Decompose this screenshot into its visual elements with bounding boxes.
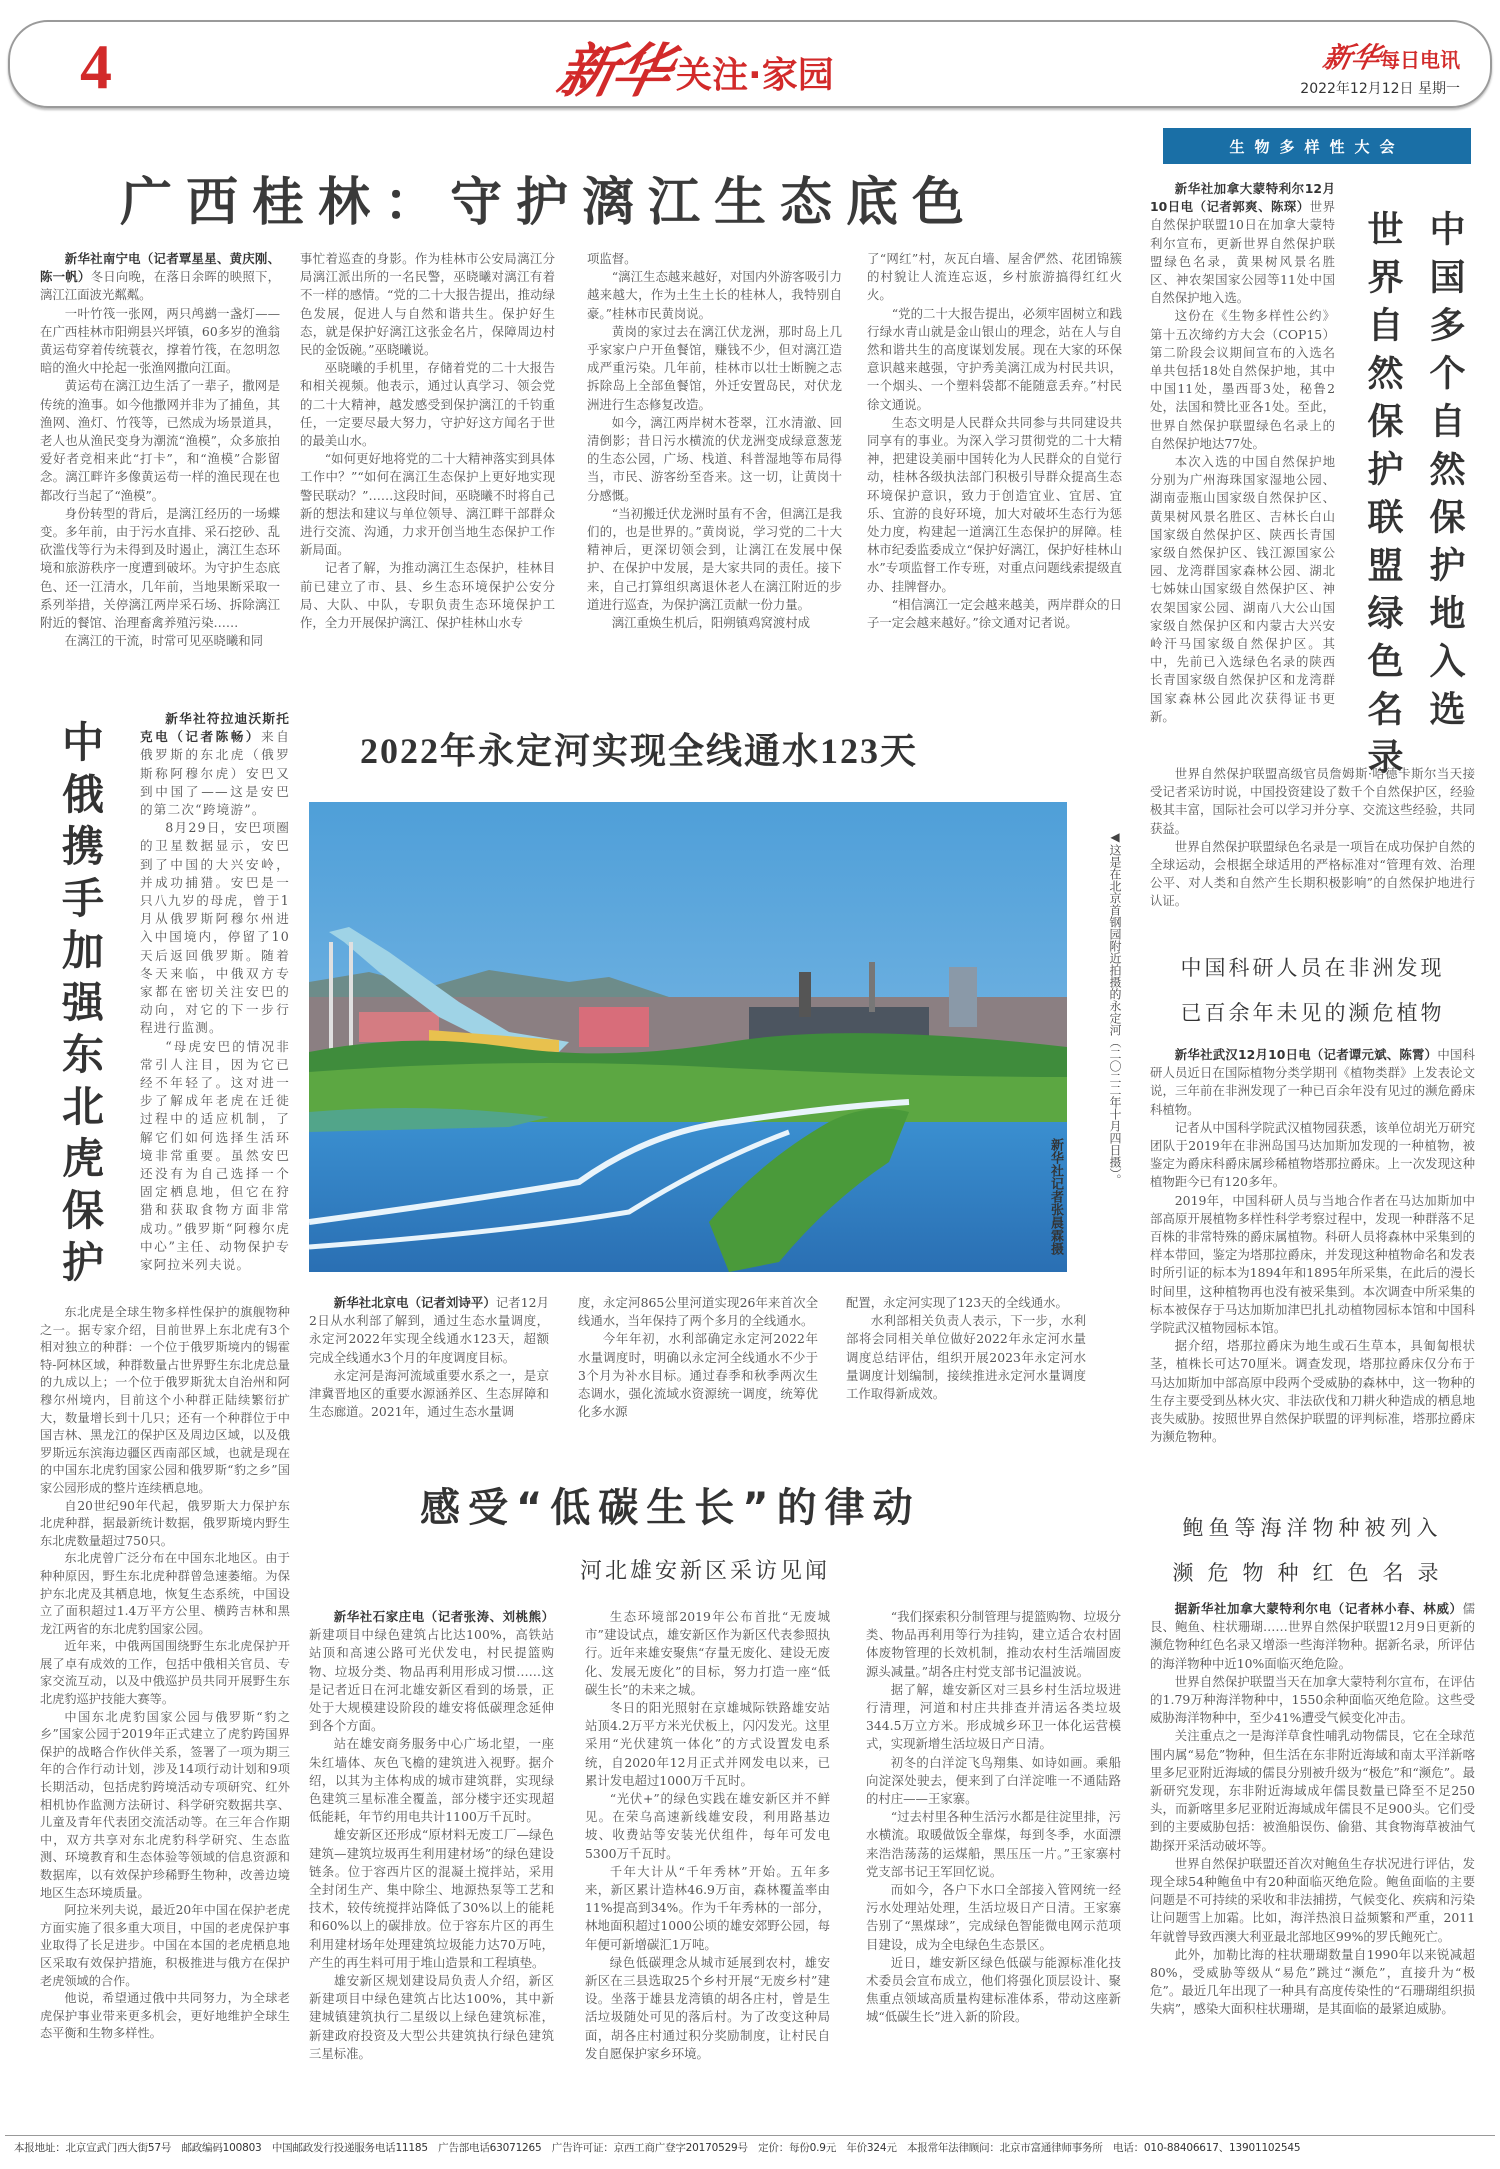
headline-greenlist-line2: 世界自然保护联盟绿色名录 [1362, 210, 1404, 786]
issue-date: 2022年12月12日 星期一 [1300, 81, 1460, 97]
guilin-col-2: 事忙着巡查的身影。作为桂林市公安局漓江分局漓江派出所的一名民警，巫晓曦对漓江有着不一样的感情。“党的二十大报告提出，推动绿色发展，促进人与自然和谐共生。保护好生态，就是保护好漓江这张金名片，保障周边村民的金饭碗。”巫晓曦说。 巫晓曦的手机里，存储着党的二十大报告和相关视频。他表示，通过认真学习、领会党的二十大精神，越发感受到保护漓江的千钧重任，一定要尽最大努力，守护好这方闻名于世的最美山水。 “如何更好地将党的二十大精神落实到具体工作中？”“如何在漓江生态保护上更好地实现警民联动？”……这段时间，巫晓曦不时将自己新的想法和建议与单位领导、漓江畔干部群众进行交流、沟通，力求开创当地生态保护工作新局面。 记者了解，为推动漓江生态保护，桂林目前已建立了市、县、乡生态环境保护公安分局、大队、中队，专职负责生态环境保护工作，全力开展保护漓江、保护桂林山水专 [300, 251, 555, 631]
photo-caption: ◀这是在北京首钢园附近拍摄的永定河（二〇二二年十月四日摄）。 [1108, 830, 1122, 1186]
subheadline-xiongan: 河北雄安新区采访见闻 [580, 1559, 831, 1584]
guilin-col-1: 新华社南宁电（记者覃星星、黄庆刚、陈一帆）冬日向晚，在落日余晖的映照下，漓江江面波光粼粼。 一叶竹筏一张网，两只鸬鹚一盏灯——在广西桂林市阳朔县兴坪镇，60多岁的渔翁黄运苟穿着传统蓑衣，撑着竹筏，在忽明忽暗的渔火中抡起一张渔网撒向江面。 黄运苟在漓江边生活了一辈子，撒网是传统的渔事。如今他撒网并非为了捕鱼，其渔网、渔灯、竹筏等，已然成为场景道具，老人也从渔民变身为潮流“渔模”，众多旅拍爱好者竞相来此“打卡”，和“渔模”合影留念。漓江畔许多像黄运苟一样的渔民现在也都改行当起了“渔模”。 身份转型的背后，是漓江经历的一场蝶变。多年前，由于污水直排、采石挖砂、乱砍滥伐等行为未得到及时遏止，漓江生态环境和旅游秩序一度遭到破坏。为守护生态底色、还一江清水，几年前，当地果断采取一系列举措，关停漓江两岸采石场、拆除漓江附近的餐馆、治理畜禽养殖污染…… 在漓江的干流，时常可见巫晓曦和同 [40, 251, 281, 649]
byline: 新华社南宁电（记者覃星星、黄庆刚、陈一帆） [40, 251, 280, 285]
xiongan-col-3: “我们探索积分制管理与提篮购物、垃圾分类、物品再利用等行为挂钩，建立适合农村固体废物管理的长效机制，推动农村生活端固废源头减量。”胡各庄村党支部书记温波说。 据了解，雄安新区对三县乡村生活垃圾进行清理，河道和村庄共排查并清运各类垃圾344.5万立方米。形成城乡环卫一体化运营模式，实现新增生活垃圾日产日清。 初冬的白洋淀飞鸟翔集、如诗如画。乘船向淀深处驶去，便来到了白洋淀唯一不通陆路的村庄——王家寨。 “过去村里各种生活污水都是往淀里排，污水横流。取暖做饭全靠煤，每到冬季，水面漂来浩浩荡荡的运煤船，黑压压一片。”王家寨村党支部书记王军回忆说。 而如今，各户下水口全部接入管网统一经污水处理站处理，生活垃圾日产日清。王家寨告别了“黑煤球”，完成绿色智能微电网示范项目建设，成为全电绿色生态景区。 近日，雄安新区绿色低碳与能源标准化技术委员会宣布成立，他们将强化顶层设计、聚焦重点领域高质量构建标准体系，带动这座新城“低碳生长”进入新的阶段。 [866, 1609, 1121, 2025]
headline-plant-line2: 已百余年未见的濒危植物 [1180, 1001, 1445, 1025]
paper-logo-icon: 新华 [1320, 41, 1384, 74]
tiger-narrow-col: 新华社符拉迪沃斯托克电（记者陈畅）来自俄罗斯的东北虎（俄罗斯称阿穆尔虎）安巴又到中国了——这是安巴的第二次“跨境游”。 8月29日，安巴项圈的卫星数据显示，安巴到了中国的大兴安岭，并成功捕猎。安巴是一只八九岁的母虎，曾于1月从俄罗斯阿穆尔州进入中国境内，停留了10天后返回俄罗斯。随着冬天来临，中俄双方专家都在密切关注安巴的动向，对它的下一步行程进行监测。 “母虎安巴的情况非常引人注目，因为它已经不年轻了。这对进一步了解成年老虎在迁徙过程中的适应机制，了解它们如何选择生活环境非常重要。虽然安巴还没有为自己选择一个固定栖息地，但它在狩猎和获取食物方面非常成功。”俄罗斯“阿穆尔虎中心”主任、动物保护专家阿拉米列夫说。 [140, 711, 290, 1273]
section-title: 关注·家园 [676, 55, 834, 96]
photo-credit: 新华社记者张晨霖摄 [1048, 1138, 1063, 1255]
xiongan-col-1: 新华社石家庄电（记者张涛、刘桃熊）新建项目中绿色建筑占比达100%，高铁站站顶和高速公路可光伏发电，村民提篮购物、垃圾分类、物品再利用形成习惯……这是记者近日在河北雄安新区看到的场景，正处于大规模建设阶段的雄安将低碳理念延伸到各个方面。 站在雄安商务服务中心广场北望，一座朱红墙体、灰色飞檐的建筑进入视野。据介绍，以其为主体构成的城市建筑群，实现绿色建筑三星标准全覆盖，部分楼宇还实现超低能耗，年节约用电共计1100万千瓦时。 雄安新区还形成“原材料无废工厂—绿色建筑—建筑垃圾再生利用建材场”的绿色建设链条。位于容西片区的混凝土搅拌站，采用全封闭生产、集中除尘、地源热泵等工艺和技术，较传统搅拌站降低了30%以上的能耗和60%以上的碳排放。位于容东片区的再生利用建材场年处理建筑垃圾能力达70万吨，产生的再生料可用于堆山造景和工程填垫。 雄安新区规划建设局负责人介绍，新区新建项目中绿色建筑占比达100%，其中新建城镇建筑执行二星级以上绿色建筑标准，新建政府投资及大型公共建筑执行绿色建筑三星标准。 [309, 1609, 554, 2061]
greenlist-wide-col: 世界自然保护联盟高级官员詹姆斯·哈德卡斯尔当天接受记者采访时说，中国投资建设了数千个自然保护区，经验极其丰富，国际社会可以学习并分享、交流这些经验，共同获益。 世界自然保护联盟绿色名录是一项旨在成功保护自然的全球运动，会根据全球适用的严格标准对“管理有效、治理公平、对人类和自然产生长期积极影响”的自然保护地进行认证。 [1150, 766, 1475, 909]
guilin-col-4: 了“网红”村，灰瓦白墙、屋舍俨然、花团锦簇的村貌让人流连忘返，乡村旅游搞得红红火火。 “党的二十大报告提出，必须牢固树立和践行绿水青山就是金山银山的理念，站在人与自然和谐共生的高度谋划发展。现在大家的环保意识越来越强，守护秀美漓江成为村民共识，一个烟头、一个塑料袋都不能随意丢弃。”村民徐文通说。 生态文明是人民群众共同参与共同建设共同享有的事业。为深入学习贯彻党的二十大精神，把建设美丽中国转化为人民群众的自觉行动，桂林各级执法部门积极引导群众提高生态环境保护意识，致力于创造宜业、宜居、宜乐、宜游的良好环境，加大对破坏生态行为惩处力度，构建起一道漓江生态保护的屏障。桂林市纪委监委成立“保护好漓江，保护好桂林山水”专项监督工作专班，对重点问题线索提级直办、挂牌督办。 “相信漓江一定会越来越美，两岸群众的日子一定会越来越好。”徐文通对记者说。 [867, 251, 1122, 631]
yongding-col-1: 新华社北京电（记者刘诗平）记者12月2日从水利部了解到，通过生态水量调度，永定河2022年实现全线通水123天，超额完成全线通水3个月的年度调度目标。 永定河是海河流域重要水系之一，是京津冀晋地区的重要水源涵养区、生态屏障和生态廊道。2021年，通过生态水量调 [309, 1295, 549, 1420]
page-number: 4 [80, 31, 112, 102]
tiger-wide-col: 东北虎是全球生物多样性保护的旗舰物种之一。据专家介绍，目前世界上东北虎有3个相对独立的种群：一个位于俄罗斯境内的锡霍特-阿林区域，种群数量占世界野生东北虎总量的九成以上；一个位于俄罗斯犹太自治州和阿穆尔州境内，目前这个小种群正陆续繁衍扩大，数量增长到十几只；还有一个种群位于中国吉林、黑龙江的保护区及周边区域，以及俄罗斯远东滨海边疆区西南部区域，也就是现在的中国东北虎豹国家公园和俄罗斯“豹之乡”国家公园形成的整片连续栖息地。 自20世纪90年代起，俄罗斯大力保护东北虎种群，据最新统计数据，俄罗斯境内野生东北虎数量超过750只。 东北虎曾广泛分布在中国东北地区。由于种种原因，野生东北虎种群曾急速萎缩。为保护东北虎及其栖息地，恢复生态系统，中国设立了面积超过1.4万平方公里、横跨吉林和黑龙江两省的东北虎豹国家公园。 近年来，中俄两国围绕野生东北虎保护开展了卓有成效的工作，包括中俄相关官员、专家交流互动，以及中俄巡护员共同开展野生东北虎豹巡护技能大赛等。 中国东北虎豹国家公园与俄罗斯“豹之乡”国家公园于2019年正式建立了虎豹跨国界保护的战略合作伙伴关系，签署了一项为期三年的合作行动计划，涉及14项行动计划和9项长期活动，包括虎豹跨境活动专项研究、红外相机协作监测方法研讨、科学研究数据共享、儿童及青年代表团交流活动等。在三年合作期中，双方共享对东北虎豹科学研究、生态监测、环境教育和生态体验等领域的信息资源和数据库，以有效保护珍稀野生物种，改善边境地区生态环境质量。 阿拉米列夫说，最近20年中国在保护老虎方面实施了很多重大项目，中国的老虎保护事业取得了长足进步。中国在本国的老虎栖息地区采取有效保护措施，积极推进与俄方在保护老虎领域的合作。 他说，希望通过俄中共同努力，为全球老虎保护事业带来更多机会，更好地维护全球生态平衡和生物多样性。 [40, 1305, 290, 2041]
yongding-col-2: 度，永定河865公里河道实现26年来首次全线通水，当年保持了两个多月的全线通水。 今年年初，水利部确定永定河2022年水量调度时，明确以永定河全线通水不少于3个月为补水目标。通过春季和秋季两次生态调水，强化流域水资源统一调度，统筹优化多水源 [578, 1295, 818, 1420]
yongding-river-photo [309, 802, 1067, 1272]
headline-xiongan: 感受“低碳生长”的律动 [420, 1485, 921, 1531]
abalone-body: 据新华社加拿大蒙特利尔电（记者林小春、林威）儒艮、鲍鱼、柱状珊瑚……世界自然保护联盟12月9日更新的濒危物种红色名录又增添一些海洋物种。据新名录，所评估的海洋物种中近10%面临灭绝危险。 世界自然保护联盟当天在加拿大蒙特利尔宣布，在评估的1.79万种海洋物种中，1550余种面临灭绝危险。这些受威胁海洋物种中，至少41%遭受气候变化冲击。 关注重点之一是海洋草食性哺乳动物儒艮，它在全球范围内属“易危”物种，但生活在东非附近海域和南太平洋新喀里多尼亚附近海域的儒艮分别被升级为“极危”和“濒危”。最新研究发现，东非附近海域成年儒艮数量已降至不足250头，而新喀里多尼亚附近海域成年儒艮不足900头。它们受到的主要威胁包括：被渔船误伤、偷猎、其食物海草被油气勘探开采活动破坏等。 世界自然保护联盟还首次对鲍鱼生存状况进行评估，发现全球54种鲍鱼中有20种面临灭绝危险。鲍鱼面临的主要问题是不可持续的采收和非法捕捞，气候变化、疾病和污染让问题雪上加霜。比如，海洋热浪日益频繁和严重，2011年就曾导致西澳大利亚最北部地区99%的罗氏鲍死亡。 此外，加勒比海的柱状珊瑚数量自1990年以来锐减超80%，受威胁等级从“易危”跳过“濒危”，直接升为“极危”。最近几年出现了一种具有高度传染性的“石珊瑚组织损失病”，感染大面积柱状珊瑚，是其面临的最紧迫威胁。 [1150, 1601, 1475, 2017]
yongding-col-3: 配置，永定河实现了123天的全线通水。 水利部相关负责人表示，下一步，水利部将会同相关单位做好2022年永定河水量调度总结评估，组织开展2023年永定河水量调度计划编制，接续推进永定河水量调度工作取得新成效。 [846, 1295, 1086, 1402]
topic-tag: 生物多样性大会 [1163, 128, 1471, 164]
headline-yongding: 2022年永定河实现全线通水123天 [360, 731, 919, 771]
plant-body: 新华社武汉12月10日电（记者谭元斌、陈霄）中国科研人员近日在国际植物分类学期刊《植物类群》上发表论文说，三年前在非洲发现了一种已百余年没有见过的濒危爵床科植物。 记者从中国科学院武汉植物园获悉，该单位胡光万研究团队于2019年在非洲岛国马达加斯加发现的一种植物，被鉴定为爵床科爵床属珍稀植物塔那拉爵床。上一次发现这种植物距今已有120多年。 2019年，中国科研人员与当地合作者在马达加斯加中部高原开展植物多样性科学考察过程中，发现一种群落不足百株的非常特殊的爵床属植物。科研人员将森林中采集到的样本带回，鉴定为塔那拉爵床，并发现这种植物命名和发表时所引证的标本为1894年和1895年所采集，在此后的漫长时间里，这种植物再也没有被采集到。本次调查中所采集的标本被保存于马达加斯加津巴扎扎动植物园标本馆和中国科学院武汉植物园标本馆。 据介绍，塔那拉爵床为地生或石生草本，具匍匐根状茎，植株长可达70厘米。调查发现，塔那拉爵床仅分布于马达加斯加中部高原中段两个受威胁的森林中，这一物种的生存主要受到丛林火灾、非法砍伐和刀耕火种造成的栖息地丧失威胁。按照世界自然保护联盟的评判标准，塔那拉爵床为濒危物种。 [1150, 1047, 1475, 1445]
headline-abalone-line1: 鲍鱼等海洋物种被列入 [1182, 1516, 1443, 1540]
imprint-footer: 本报地址：北京宣武门西大街57号 邮政编码100803 中国邮政发行投递服务电话11185 广告部电话63071265 广告许可证：京西工商广登字20170529号 定价：每份0.9元 年价324元 本报常年法律顾问：北京市富通律师事务所 电话：010-88406617、13901102545 [14, 2142, 1301, 2154]
paper-title: 每日电讯 [1380, 48, 1460, 72]
section-brand [551, 24, 834, 108]
headline-plant-line1: 中国科研人员在非洲发现 [1180, 956, 1445, 980]
headline-guilin: 广西桂林：守护漓江生态底色 [120, 173, 979, 233]
headline-tiger: 中俄携手加强东北虎保护 [56, 720, 105, 1292]
guilin-col-3: 项监督。 “漓江生态越来越好，对国内外游客吸引力越来越大，作为土生土长的桂林人，我特别自豪。”桂林市民黄岗说。 黄岗的家过去在漓江伏龙洲，那时岛上几乎家家户户开鱼餐馆，赚钱不少，但对漓江造成严重污染。几年前，桂林市以壮士断腕之志拆除岛上全部鱼餐馆，外迁安置岛民，对伏龙洲进行生态修复改造。 如今，漓江两岸树木苍翠，江水清澈、回清倒影；昔日污水横流的伏龙洲变成绿意葱茏的生态公园，广场、栈道、科普湿地等布局得当，市民、游客纷至沓来。这一切，让黄岗十分感慨。 “当初搬迁伏龙洲时虽有不舍，但漓江是我们的，也是世界的。”黄岗说，学习党的二十大精神后，更深切领会到，让漓江在发展中保护、在保护中发展，是大家共同的责任。接下来，自己打算组织离退休老人在漓江附近的步道进行巡查，为保护漓江贡献一份力量。 漓江重焕生机后，阳朔镇鸡窝渡村成 [587, 251, 842, 631]
footer-divider [5, 2135, 1495, 2136]
headline-abalone-line2: 濒危物种红色名录 [1172, 1561, 1453, 1585]
river-landscape-image [309, 802, 1067, 1272]
greenlist-narrow-col: 新华社加拿大蒙特利尔12月10日电（记者郭爽、陈琛）世界自然保护联盟10日在加拿大蒙特利尔宣布，更新世界自然保护联盟绿色名录，黄果树风景名胜区、神农架国家公园等11处中国自然保护地入选。 这份在《生物多样性公约》第十五次缔约方大会（COP15）第二阶段会议期间宣布的入选名单共包括18处自然保护地，其中中国11处，墨西哥3处，秘鲁2处，法国和赞比亚各1处。至此，世界自然保护联盟绿色名录上的自然保护地达77处。 本次入选的中国自然保护地分别为广州海珠国家湿地公园、湖南壶瓶山国家级自然保护区、黄果树风景名胜区、吉林长白山国家级自然保护区、陕西长青国家级自然保护区、钱江源国家公园、龙湾群国家森林公园、湖北七姊妹山国家级自然保护区、神农架国家公园、湖南八大公山国家级自然保护区和内蒙古大兴安岭汗马国家级自然保护区。其中，先前已入选绿色名录的陕西长青国家级自然保护区和龙湾群国家森林公园此次获得证书更新。 [1150, 181, 1335, 724]
xiongan-col-2: 生态环境部2019年公布首批“无废城市”建设试点，雄安新区作为新区代表参照执行。近年来雄安聚焦“存量无废化、建设无废化、发展无废化”的目标，努力打造一座“低碳生长”的未来之城。 冬日的阳光照射在京雄城际铁路雄安站站顶4.2万平方米光伏板上，闪闪发光。这里采用“光伏建筑一体化”的方式设置发电系统，自2020年12月正式并网发电以来，已累计发电超过1000万千瓦时。 “光伏+”的绿色实践在雄安新区并不鲜见。在荣乌高速新线雄安段，利用路基边坡、收费站等安装光伏组件，每年可发电5300万千瓦时。 千年大计从“千年秀林”开始。五年多来，新区累计造林46.9万亩，森林覆盖率由11%提高到34%。作为千年秀林的一部分，林地面积超过1000公顷的雄安郊野公园，每年便可新增碳汇1万吨。 绿色低碳理念从城市延展到农村，雄安新区在三县选取25个乡村开展“无废乡村”建设。坐落于雄县龙湾镇的胡各庄村，曾是生活垃圾随处可见的落后村。为了改变这种局面，胡各庄村通过积分奖励制度，让村民自发自愿保护家乡环境。 [585, 1609, 830, 2061]
xinhua-logo-icon: 新华 [551, 37, 675, 105]
headline-greenlist-line1: 中国多个自然保护地入选 [1424, 210, 1466, 738]
paper-nameplate [1300, 36, 1460, 98]
